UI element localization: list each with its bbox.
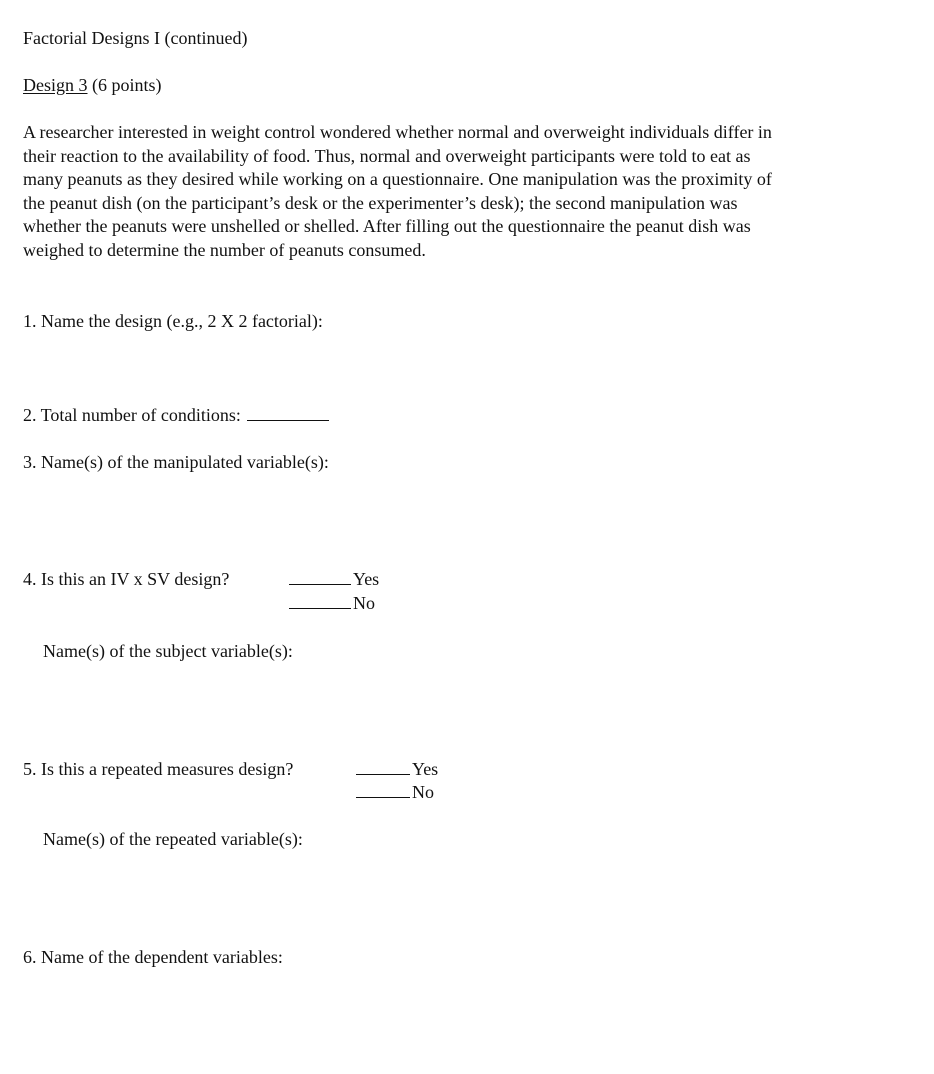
- q4-option-yes[interactable]: [289, 568, 379, 591]
- design-label: Design 3: [23, 75, 88, 95]
- scenario-line: many peanuts as they desired while working on a questionnaire. One manipulation was the proximity of: [23, 169, 772, 189]
- scenario-line: their reaction to the availability of food. Thus, normal and overweight participants were told to eat as: [23, 145, 751, 166]
- question-4: 4. Is this an IV x SV design?: [23, 569, 230, 589]
- question-4-subject-variables: Name(s) of the subject variable(s):: [43, 641, 293, 661]
- q4-yes-blank[interactable]: [289, 568, 351, 585]
- question-5: 5. Is this a repeated measures design?: [23, 759, 294, 779]
- question-6: 6. Name of the dependent variables:: [23, 947, 283, 967]
- question-5-repeated-variables: Name(s) of the repeated variable(s):: [43, 829, 303, 849]
- q4-option-no[interactable]: [289, 592, 375, 615]
- q5-option-yes[interactable]: [356, 758, 438, 781]
- question-3: 3. Name(s) of the manipulated variable(s):: [23, 452, 329, 472]
- page-title: Factorial Designs I (continued): [23, 28, 248, 48]
- conditions-answer-blank[interactable]: [247, 404, 329, 421]
- q5-no-blank[interactable]: [356, 781, 410, 798]
- scenario-line: whether the peanuts were unshelled or shelled. After filling out the questionnaire the peanut dish was: [23, 216, 751, 236]
- q5-option-no[interactable]: [356, 781, 434, 804]
- q4-no-label: No: [353, 593, 375, 613]
- q4-yes-label: Yes: [353, 569, 380, 589]
- question-1: 1. Name the design (e.g., 2 X 2 factorial):: [23, 311, 323, 331]
- scenario-line: weighed to determine the number of peanuts consumed.: [23, 239, 426, 260]
- q5-no-label: No: [412, 782, 434, 802]
- scenario-paragraph: [23, 121, 893, 262]
- question-2-label: 2. Total number of conditions:: [23, 405, 241, 425]
- q4-no-blank[interactable]: [289, 592, 351, 609]
- q5-yes-blank[interactable]: [356, 758, 410, 775]
- design-points: (6 points): [87, 75, 162, 95]
- scenario-line: the peanut dish (on the participant’s desk or the experimenter’s desk); the second manipulation was: [23, 192, 738, 213]
- scenario-line: A researcher interested in weight control wondered whether normal and overweight individuals differ in: [23, 122, 772, 142]
- question-2: [23, 404, 329, 427]
- q5-yes-label: Yes: [412, 759, 439, 779]
- design-heading: [23, 74, 162, 97]
